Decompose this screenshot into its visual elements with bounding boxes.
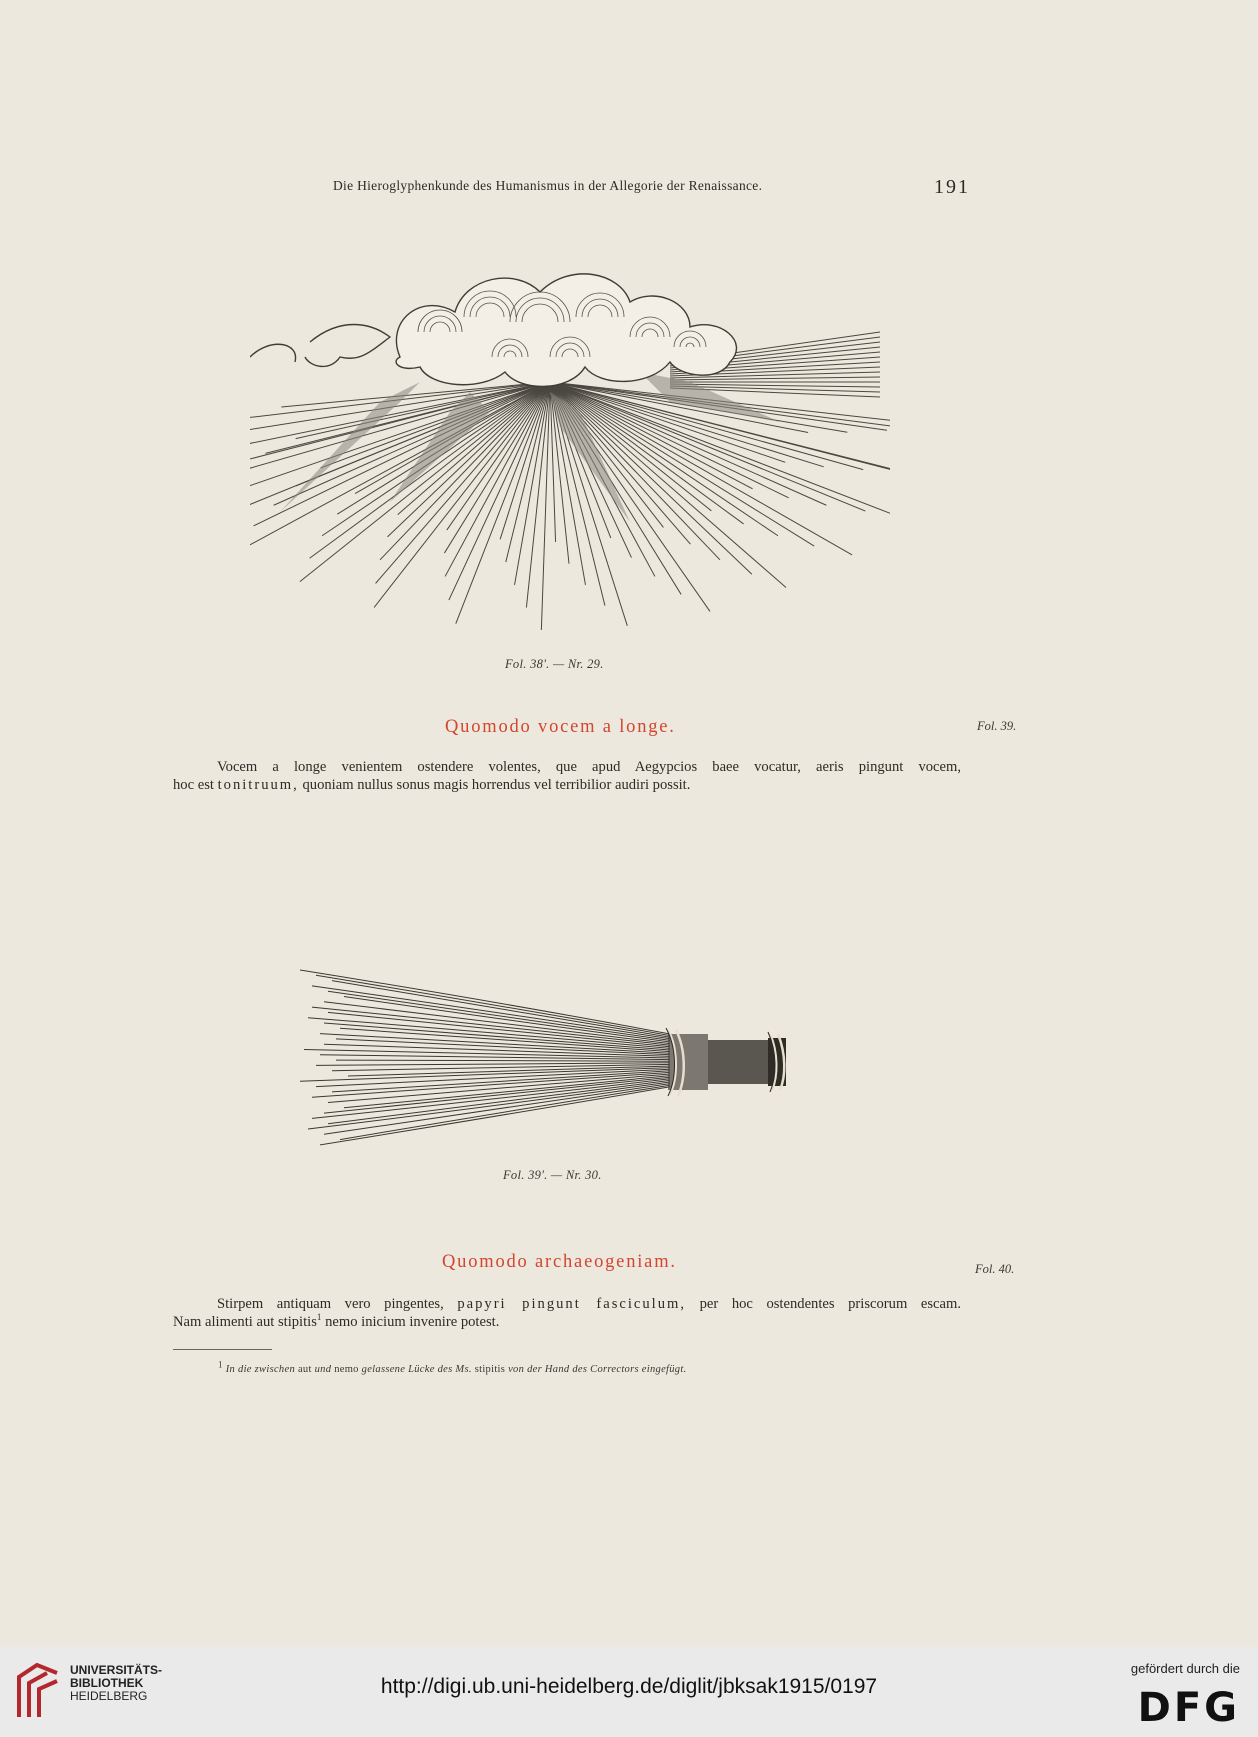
footnote-text: gelassene Lücke des Ms. (361, 1364, 472, 1375)
footnote-mark: 1 (218, 1359, 223, 1370)
text-line: per hoc ostendentes priscorum escam. (699, 1296, 961, 1312)
reed-fibre (328, 1080, 670, 1123)
text-line: hoc est (173, 777, 214, 793)
figure-caption: Fol. 39'. — Nr. 30. (503, 1168, 602, 1182)
footnote-marker[interactable]: 1 (316, 1312, 322, 1323)
folio-reference: Fol. 39. (977, 719, 1017, 733)
footer-bar (0, 1647, 1258, 1737)
text-line: Stirpem antiquam vero pingentes, (217, 1296, 444, 1312)
footnote-text: In die zwischen (225, 1364, 295, 1375)
footnote-divider (173, 1349, 272, 1350)
cloud-ray (250, 382, 550, 444)
cloud-ray (274, 382, 550, 505)
text-line: quoniam nullus sonus magis horrendus vel terribilior audiri possit. (302, 777, 691, 793)
library-name-line: BIBLIOTHEK (70, 1676, 144, 1690)
reed-fibre (300, 970, 670, 1034)
reed-fibre (328, 1012, 670, 1046)
folio-reference: Fol. 40. (975, 1262, 1015, 1276)
running-head: Die Hieroglyphenkunde des Humanismus in der Allegorie der Renaissance. (333, 178, 763, 193)
figure-caption: Fol. 38'. — Nr. 29. (505, 657, 604, 671)
footnote-text: aut (297, 1364, 312, 1375)
cloud-ray (300, 382, 550, 582)
footnote (218, 1359, 687, 1375)
thundercloud-illustration (250, 262, 890, 637)
library-name-line: UNIVERSITÄTS- (70, 1663, 163, 1677)
paragraph (173, 1295, 961, 1331)
emphasized-word: tonitruum, (217, 777, 299, 793)
footnote-text: und (314, 1364, 332, 1375)
emphasized-phrase: papyri pingunt fasciculum, (457, 1296, 687, 1312)
text-line: Vocem a longe venientem ostendere volentes, que apud Aegypcios baee vocatur, aeris pingunt vocem, (217, 759, 961, 775)
section-heading: Quomodo vocem a longe. (445, 717, 676, 737)
footnote-text: von der Hand des Correctors eingefügt. (508, 1364, 687, 1375)
reed-fibre (324, 1084, 670, 1135)
reed-bundle-illustration (300, 968, 840, 1158)
paragraph (173, 758, 961, 794)
reed-fibre (340, 1085, 670, 1139)
sponsor-label: gefördert durch die (1130, 1661, 1240, 1676)
section-heading: Quomodo archaeogeniam. (442, 1252, 677, 1272)
reed-fibre (336, 1060, 670, 1061)
page-number: 191 (934, 176, 970, 198)
permalink-url[interactable]: http://digi.ub.uni-heidelberg.de/diglit/jbksak1915/0197 (380, 1675, 878, 1698)
text-line: Nam alimenti aut stipitis (173, 1314, 317, 1330)
library-name-line: HEIDELBERG (70, 1689, 148, 1703)
text-line: nemo inicium invenire potest. (325, 1314, 500, 1330)
footnote-text: nemo (334, 1364, 359, 1375)
footnote-text: stipitis (474, 1364, 506, 1375)
dfg-logo-icon: DFG (1137, 1685, 1240, 1731)
